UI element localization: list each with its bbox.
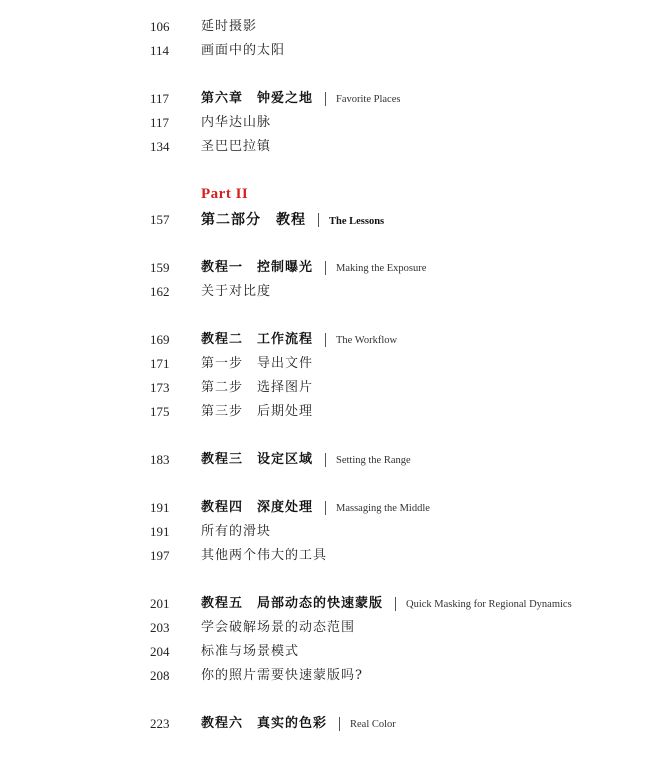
- chapter-title-zh: 教程三 设定区域: [201, 452, 314, 467]
- chapter-title: [201, 713, 396, 736]
- page-number: 134: [150, 139, 170, 154]
- page-number: 203: [150, 620, 170, 635]
- page-number: 175: [150, 404, 170, 419]
- page-number: 208: [150, 668, 170, 683]
- title-separator: [325, 92, 326, 106]
- page-number: 183: [150, 452, 170, 467]
- title-separator: [325, 261, 326, 275]
- title-separator: [339, 717, 340, 731]
- chapter-title-en: Quick Masking for Regional Dynamics: [406, 599, 572, 610]
- part-title-en: The Lessons: [329, 216, 385, 227]
- entry-title: 第一步 导出文件: [201, 356, 314, 371]
- part-title: [201, 209, 384, 233]
- part-title-zh: 第二部分 教程: [201, 212, 306, 228]
- entry-title: 所有的滑块: [201, 524, 272, 539]
- part-label: Part II: [201, 186, 249, 202]
- title-separator: [318, 213, 319, 227]
- page-number: 114: [150, 43, 170, 58]
- entry-title: 画面中的太阳: [201, 43, 286, 58]
- chapter-title: [201, 88, 400, 111]
- chapter-title: [201, 497, 430, 520]
- entry-title: 学会破解场景的动态范围: [201, 620, 356, 635]
- entry-title: 你的照片需要快速蒙版吗?: [201, 668, 363, 683]
- entry-title: 关于对比度: [201, 284, 272, 299]
- page-number: 171: [150, 356, 170, 371]
- chapter-title-en: Favorite Places: [336, 94, 401, 105]
- chapter-title: [201, 329, 397, 352]
- page-number: 201: [150, 596, 170, 611]
- page-number: 191: [150, 524, 170, 539]
- chapter-title: [201, 593, 572, 616]
- entry-title: 内华达山脉: [201, 115, 272, 130]
- page-number: 191: [150, 500, 170, 515]
- page-number: 204: [150, 644, 170, 659]
- page-number: 157: [150, 212, 170, 227]
- entry-title: 圣巴巴拉镇: [201, 139, 272, 154]
- chapter-title-zh: 教程一 控制曝光: [201, 260, 314, 275]
- chapter-title-zh: 教程二 工作流程: [201, 332, 314, 347]
- entry-title: 其他两个伟大的工具: [201, 548, 328, 563]
- chapter-title: [201, 449, 411, 472]
- page-number: 162: [150, 284, 170, 299]
- chapter-title-zh: 教程五 局部动态的快速蒙版: [201, 596, 384, 611]
- chapter-title-en: Massaging the Middle: [336, 503, 430, 514]
- entry-title: 第三步 后期处理: [201, 404, 314, 419]
- page-number: 173: [150, 380, 170, 395]
- page-number: 117: [150, 91, 170, 106]
- title-separator: [325, 501, 326, 515]
- title-separator: [325, 453, 326, 467]
- chapter-title-zh: 第六章 钟爱之地: [201, 91, 314, 106]
- page-number: 117: [150, 115, 170, 130]
- entry-title: 第二步 选择图片: [201, 380, 314, 395]
- title-separator: [395, 597, 396, 611]
- chapter-title: [201, 257, 426, 280]
- chapter-title-en: Setting the Range: [336, 455, 411, 466]
- entry-title: 标准与场景模式: [201, 644, 300, 659]
- page-number: 106: [150, 19, 170, 34]
- chapter-title-en: The Workflow: [336, 335, 398, 346]
- page-number: 169: [150, 332, 170, 347]
- page-number: 197: [150, 548, 170, 563]
- chapter-title-en: Real Color: [350, 719, 396, 730]
- chapter-title-zh: 教程四 深度处理: [201, 500, 314, 515]
- page-number: 159: [150, 260, 170, 275]
- page-number: 223: [150, 716, 170, 731]
- chapter-title-en: Making the Exposure: [336, 263, 427, 274]
- chapter-title-zh: 教程六 真实的色彩: [201, 716, 328, 731]
- entry-title: 延时摄影: [201, 19, 258, 34]
- title-separator: [325, 333, 326, 347]
